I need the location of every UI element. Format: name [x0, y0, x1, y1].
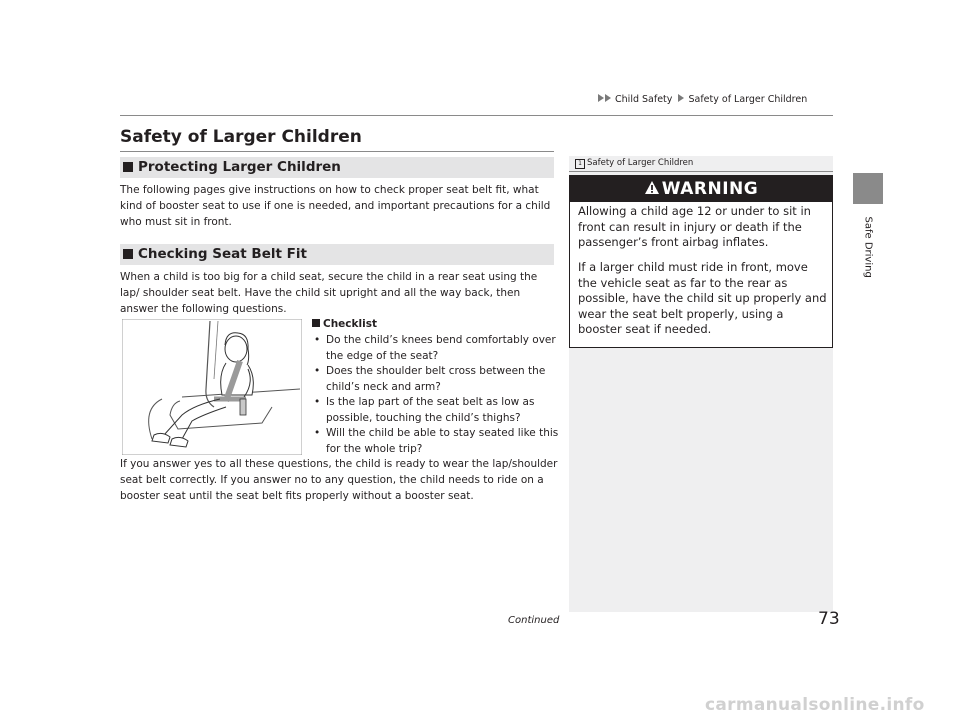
- breadcrumb-arrow-icon: [598, 94, 604, 102]
- checklist: [312, 333, 562, 457]
- list-item: • Does the shoulder belt cross between the child’s neck and arm?: [312, 364, 562, 395]
- page-number: 73: [818, 609, 840, 629]
- section-heading-text: Checking Seat Belt Fit: [138, 246, 307, 262]
- title-rule: [120, 151, 554, 152]
- sidebar-reference[interactable]: [575, 158, 693, 169]
- page-title: Safety of Larger Children: [120, 127, 362, 147]
- chapter-tab: [853, 173, 883, 203]
- continued-label: Continued: [508, 615, 560, 626]
- warning-paragraph: Allowing a child age 12 or under to sit in front can result in injury or death if the passenger’s front airbag inflates.: [578, 204, 811, 249]
- checklist-heading: [312, 318, 377, 330]
- watermark: [705, 695, 955, 717]
- square-bullet-icon: [123, 162, 133, 172]
- square-bullet-icon: [123, 249, 133, 259]
- sidebar-reference-text: Safety of Larger Children: [587, 158, 694, 168]
- reference-icon: 1: [575, 159, 585, 169]
- section-heading-checking: [120, 244, 554, 265]
- chapter-tab-text: Safe Driving: [862, 216, 874, 278]
- chapter-tab-label[interactable]: [861, 218, 875, 338]
- breadcrumb-item[interactable]: Safety of Larger Children: [688, 94, 808, 105]
- header-rule: [120, 115, 833, 116]
- breadcrumb-arrow-icon: [678, 94, 684, 102]
- chapter-tab-rule: [853, 203, 883, 204]
- breadcrumb: [598, 94, 807, 105]
- section-heading-protecting: [120, 157, 554, 178]
- paragraph-conclusion: If you answer yes to all these questions, the child is ready to wear the lap/shoulder seat belt correctly. If you answer no to any question, the child needs to ride on a booster seat until the seat belt fits properly without a booster seat.: [120, 458, 558, 502]
- square-bullet-icon: [312, 319, 320, 327]
- list-item: • Will the child be able to stay seated like this for the whole trip?: [312, 426, 562, 457]
- paragraph-checking: When a child is too big for a child seat, secure the child in a rear seat using the lap/ shoulder seat belt. Have the child sit upright and all the way back, then answer the following questions.: [120, 271, 538, 315]
- warning-title: WARNING: [661, 179, 759, 199]
- watermark-text: carmanualsonline.info: [705, 695, 925, 715]
- warning-icon: [644, 180, 660, 196]
- child-seat-belt-illustration: [122, 319, 302, 455]
- section-heading-text: Protecting Larger Children: [138, 159, 341, 175]
- breadcrumb-item[interactable]: Child Safety: [615, 94, 673, 105]
- breadcrumb-arrow-icon: [605, 94, 611, 102]
- warning-header: [570, 176, 832, 202]
- paragraph-protecting: The following pages give instructions on how to check proper seat belt fit, what kind of booster seat to use if one is needed, and important precautions for a child who must sit in front.: [120, 184, 551, 228]
- list-item: • Is the lap part of the seat belt as low as possible, touching the child’s thighs?: [312, 395, 562, 426]
- checklist-heading-text: Checklist: [323, 318, 377, 330]
- sidebar-rule: [569, 171, 833, 172]
- list-item: • Do the child’s knees bend comfortably over the edge of the seat?: [312, 333, 562, 364]
- warning-paragraph: If a larger child must ride in front, move the vehicle seat as far to the rear as possible, have the child sit up properly and wear the seat belt properly, using a booster seat if needed.: [578, 260, 827, 336]
